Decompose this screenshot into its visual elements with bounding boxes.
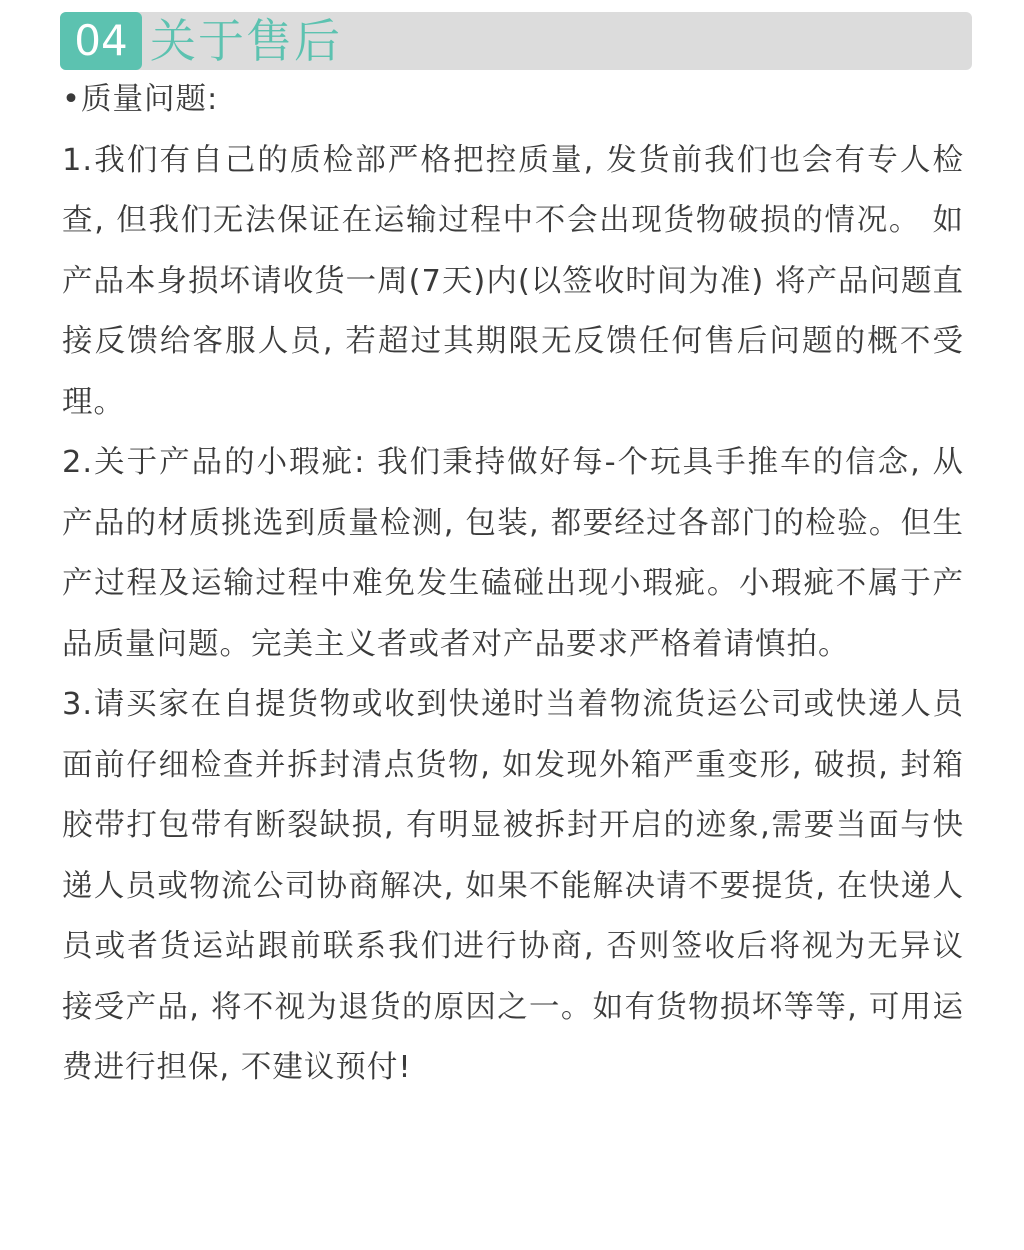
policy-item-2: 2.关于产品的小瑕疵: 我们秉持做好每-个玩具手推车的信念, 从产品的材质挑选到质量检测, 包装, 都要经过各部门的检验。但生产过程及运输过程中难免发生磕碰出现小瑕疵。小瑕疵不属于产品质量问题。完美主义者或者对产品要求严格着请慎拍。 xyxy=(62,445,964,662)
after-sales-content xyxy=(62,70,964,1099)
policy-item-3: 3.请买家在自提货物或收到快递时当着物流货运公司或快递人员面前仔细检查并拆封清点货物, 如发现外箱严重变形, 破损, 封箱胶带打包带有断裂缺损, 有明显被拆封开启的迹象,需要当面与快递人员或物流公司协商解决, 如果不能解决请不要提货, 在快递人员或者货运站跟前联系我们进行协商, 否则签收后将视为无异议接受产品, 将不视为退货的原因之一。如有货物损坏等等, 可用运费进行担保, 不建议预付! xyxy=(62,687,964,1085)
section-header xyxy=(60,12,972,70)
section-title: 关于售后 xyxy=(150,14,342,68)
policy-item-1: 1.我们有自己的质检部严格把控质量, 发货前我们也会有专人检查, 但我们无法保证在运输过程中不会出现货物破损的情况。 如产品本身损坏请收货一周(7天)内(以签收时间为准) 将产品问题直接反馈给客服人员, 若超过其期限无反馈任何售后问题的概不受理。 xyxy=(62,142,964,420)
quality-issues-subheading: •质量问题: xyxy=(62,82,219,117)
section-number-badge: 04 xyxy=(60,12,142,70)
